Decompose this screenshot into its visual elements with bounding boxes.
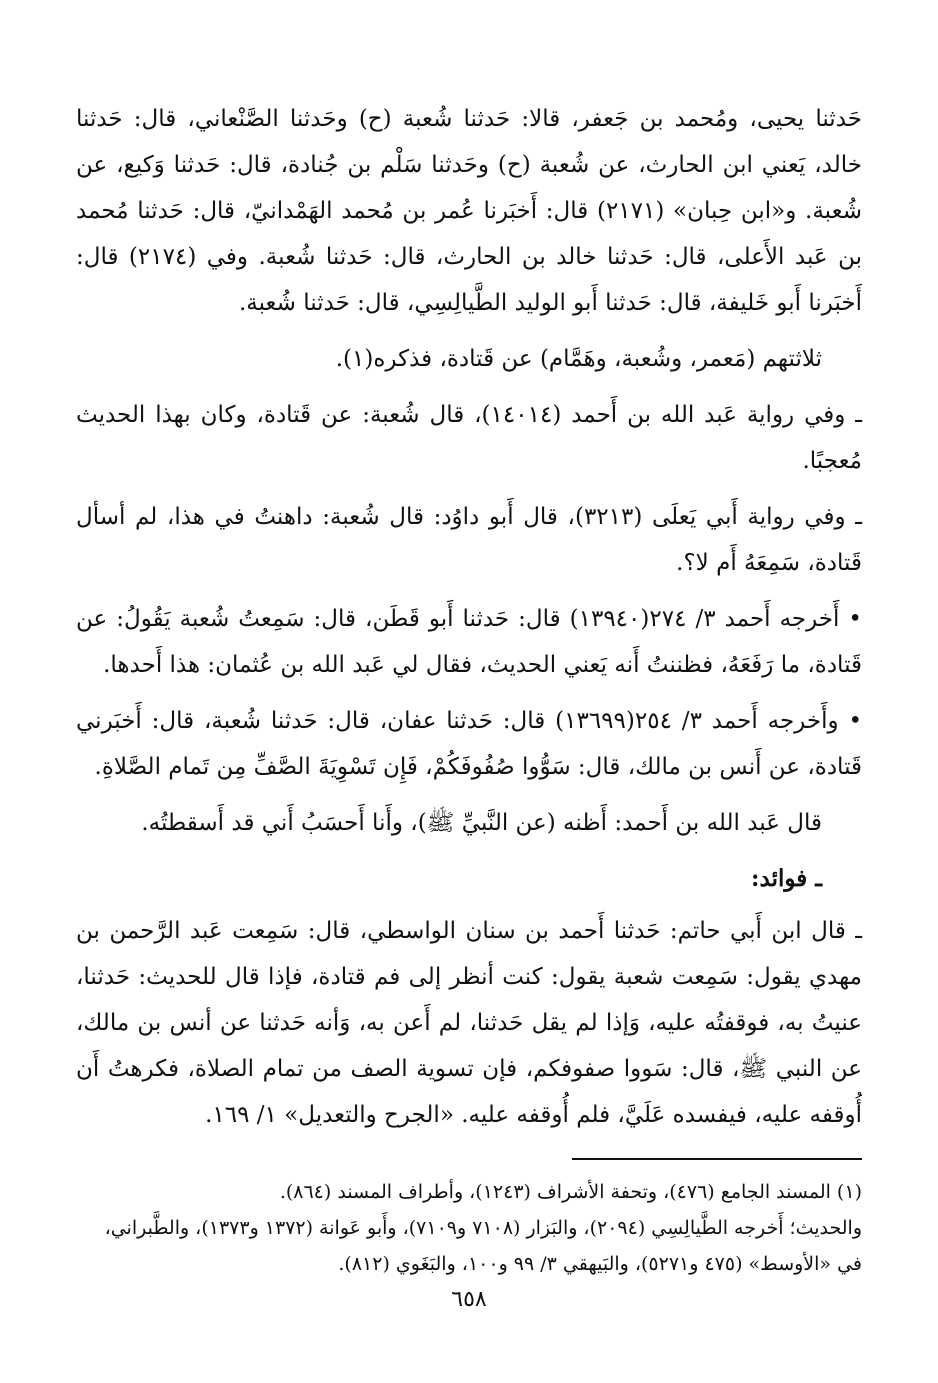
takhrij-ahmad-13940: • أَخرجه أَحمد ٣/ ٢٧٤(١٣٩٤٠) قال: حَدثنا أَبو قَطَن، قال: سَمِعتُ شُعبة يَقُولُ: عن قَتادة، ما رَفَعَهُ، فظننتُ أَنه يَعني الحديث، فقال لي عَبد الله بن عُثمان: هذا أَحدها.	[76, 606, 862, 678]
chain-of-narration-paragraph: حَدثنا يحيى، ومُحمد بن جَعفر، قالا: حَدثنا شُعبة (ح) وحَدثنا الصَّنْعاني، قال: حَدثنا خالد، يَعني ابن الحارث، عن شُعبة (ح) وحَدثنا سَلْم بن جُنادة، قال: حَدثنا وَكيع، عن شُعبة. و«ابن حِبان» (٢١٧١) قال: أَخبَرنا عُمر بن مُحمد الهَمْدانيّ، قال: حَدثنا مُحمد بن عَبد الأَعلى، قال: حَدثنا خالد بن الحارث، قال: حَدثنا شُعبة. وفي (٢١٧٤) قال: أَخبَرنا أَبو خَليفة، قال: حَدثنا أَبو الوليد الطَّيالِسِي، قال: حَدثنا شُعبة.	[76, 106, 862, 316]
abdullah-comment: قال عَبد الله بن أَحمد: أَظنه (عن النَّبيِّ ﷺ)، وأَنا أَحسَبُ أَني قد أَسقطتُه.	[141, 810, 822, 836]
summary-line: ثلاثتهم (مَعمر، وشُعبة، وهَمَّام) عن قَتادة، فذكره(١).	[335, 346, 822, 372]
benefits-paragraph: ـ قال ابن أَبي حاتم: حَدثنا أَحمد بن سنان الواسطي، قال: سَمِعت عَبد الرَّحمن بن مهدي يقول: سَمِعت شعبة يقول: كنت أنظر إلى فم قتادة، فإذا قال للحديث: حَدثنا، عنيتُ به، فوقفتُه عليه، وَإذا لم يقل حَدثنا، لم أَعن به، وَأنه حَدثنا عن أنس بن مالك، عن النبي ﷺ، قال: سَووا صفوفكم، فإن تسوية الصف من تمام الصلاة، فكرهتُ أَن أُوقفه عليه، فيفسده عَلَيَّ، فلم أُوقفه عليه. «الجرح والتعديل» ١/ ١٦٩.	[76, 918, 862, 1128]
page-number: ٦٥٨	[451, 1287, 487, 1312]
benefits-heading: ـ فوائد:	[751, 865, 822, 892]
footnote-1: (١) المسند الجامع (٤٧٦)، وتحفة الأشراف (١٢٤٣)، وأطراف المسند (٨٦٤).	[279, 1181, 862, 1203]
footnotes	[76, 1174, 862, 1282]
footnote-separator	[572, 1158, 862, 1160]
narration-note-abu-yala: ـ وفي رواية أَبي يَعلَى (٣٢١٣)، قال أَبو داوُد: قال شُعبة: داهنتُ في هذا، لم أسأل قَتادة، سَمِعَهُ أَم لا؟.	[76, 504, 862, 576]
footnote-1-continued: والحديث؛ أَخرجه الطَّيالِسِي (٢٠٩٤)، والبَزار (٧١٠٨ و٧١٠٩)، وأَبو عَوانة (١٣٧٢ و١٣٧٣)، والطَّبراني، في «الأوسط» (٤٧٥ و٥٢٧١)، والبَيهقي ٣/ ٩٩ و١٠٠، والبَغَوي (٨١٢).	[104, 1217, 862, 1275]
narration-note-abdullah: ـ وفي رواية عَبد الله بن أَحمد (١٤٠١٤)، قال شُعبة: عن قَتادة، وكان بهذا الحديث مُعجبًا.	[76, 402, 863, 474]
main-text	[76, 96, 862, 1138]
takhrij-ahmad-13699: • وأَخرجه أَحمد ٣/ ٢٥٤(١٣٦٩٩) قال: حَدثنا عفان، قال: حَدثنا شُعبة، قال: أَخبَرني قَتادة، عن أَنس بن مالك، قال: سَوُّوا صُفُوفَكُمْ، فَإِن تَسْوِيَةَ الصَّفِّ مِن تَمام الصَّلاةِ.	[76, 708, 863, 780]
